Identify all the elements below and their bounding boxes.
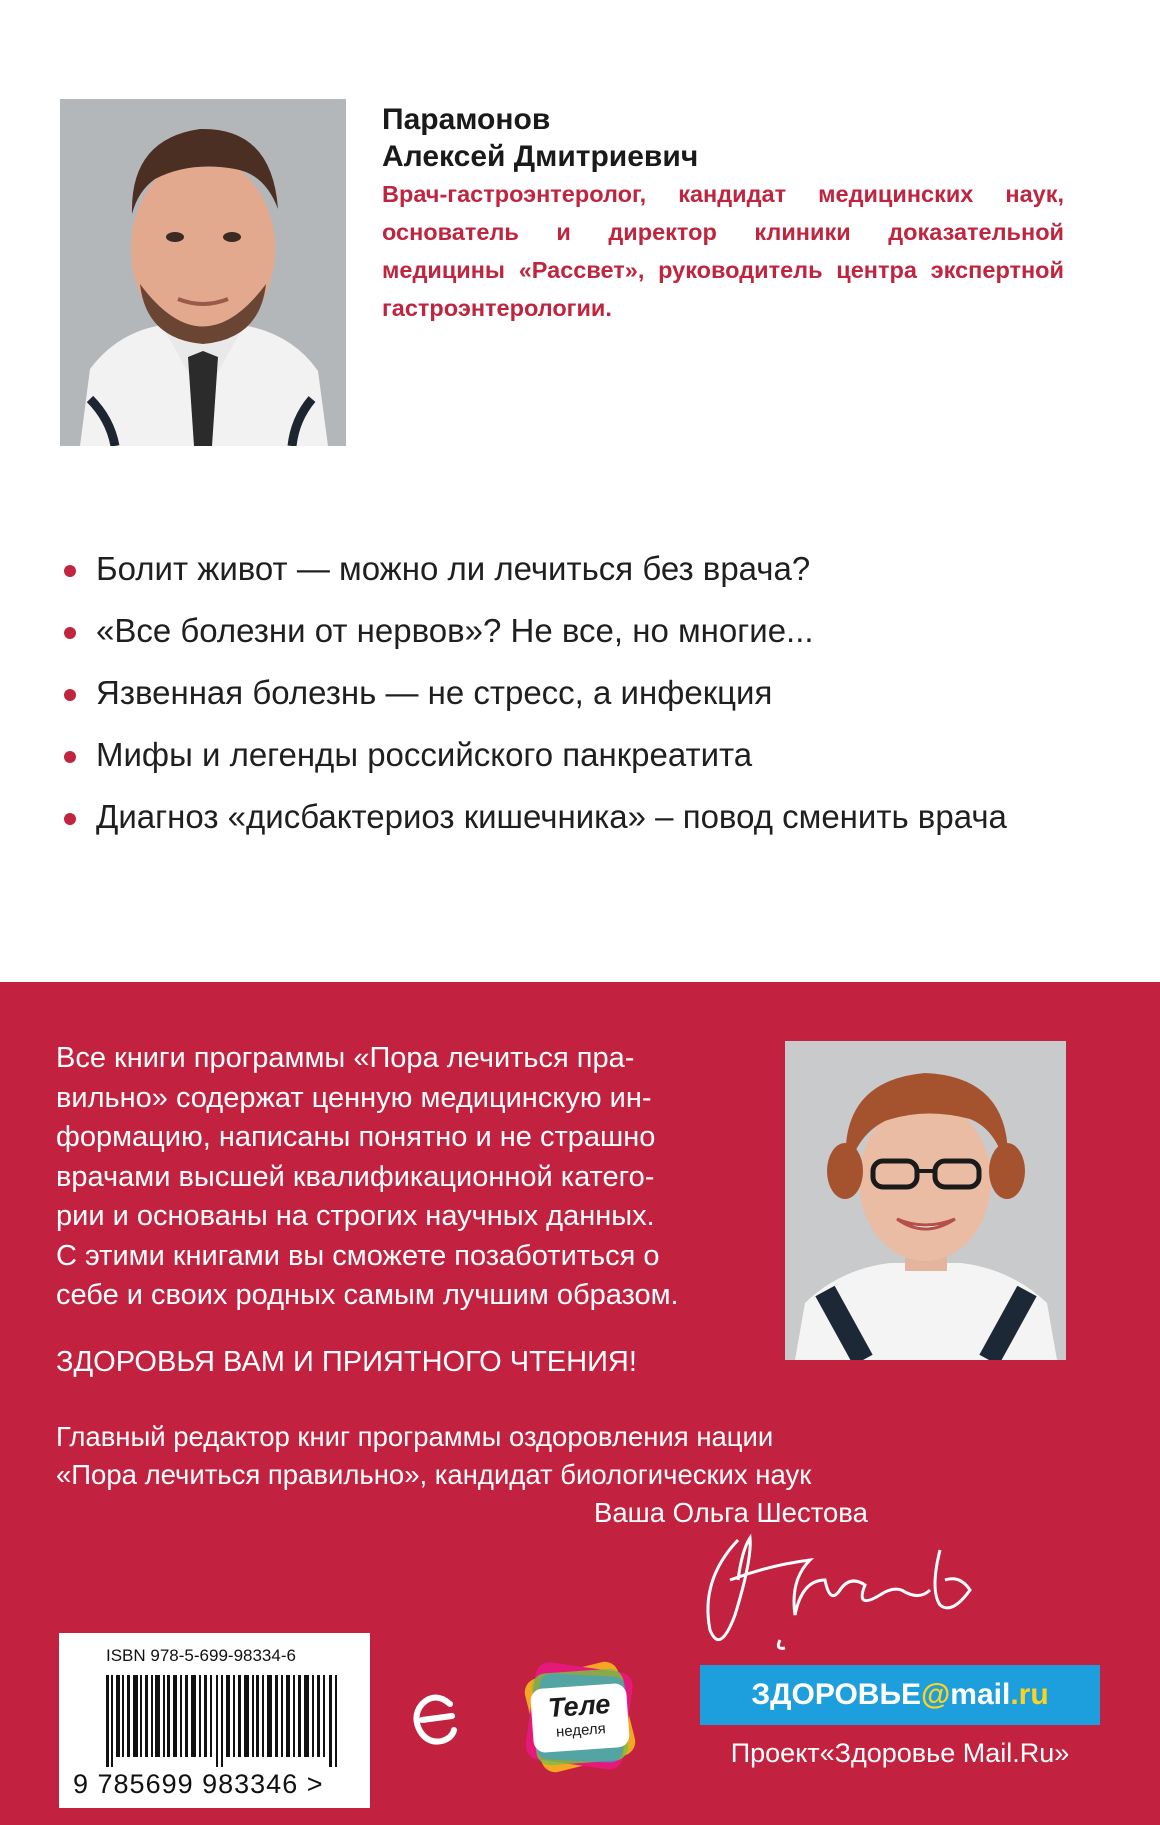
mail-logo-at: @ [921, 1678, 951, 1711]
barcode-digits: 9 785699 983346 > [73, 1769, 324, 1799]
bullet-icon [64, 627, 76, 639]
editor-photo [785, 1041, 1066, 1360]
bullet-icon [64, 751, 76, 763]
tele-subtitle: неделя [555, 1720, 607, 1741]
project-caption: Проект«Здоровье Mail.Ru» [730, 1738, 1070, 1768]
paragraph-line: вильно» содержат ценную медицинскую ин- [56, 1081, 652, 1114]
author-photo [60, 99, 346, 446]
isbn-number: ISBN 978-5-699-98334-6 [106, 1646, 296, 1665]
barcode [59, 1633, 370, 1808]
topics-list [60, 538, 1100, 848]
mail-logo-left: ЗДОРОВЬЕ [751, 1678, 922, 1711]
eksmo-logo-icon [410, 1686, 460, 1756]
author-surname: Парамонов [382, 103, 551, 136]
topic-text: Мифы и легенды российского панкреатита [96, 736, 753, 773]
signature-name: Ваша Ольга Шестова [594, 1497, 868, 1528]
paragraph-line: Все книги программы «Пора лечиться пра- [56, 1042, 635, 1074]
zdorovye-mailru-logo [700, 1665, 1100, 1725]
topic-text: Болит живот — можно ли лечиться без врача? [96, 550, 811, 587]
tele-title: Теле [547, 1688, 612, 1724]
list-item [60, 538, 1100, 600]
editor-signature [690, 1520, 1010, 1660]
list-item [60, 600, 1100, 662]
greeting: ЗДОРОВЬЯ ВАМ И ПРИЯТНОГО ЧТЕНИЯ! [56, 1346, 637, 1378]
bullet-icon [64, 813, 76, 825]
author-given-names: Алексей Дмитриевич [382, 140, 699, 173]
list-item [60, 724, 1100, 786]
editor-portrait-drawing [785, 1041, 1066, 1360]
tele-nedelya-label [530, 1683, 630, 1754]
paragraph-line: себе и своих родных самым лучшим образом. [56, 1279, 679, 1311]
barcode-bars-icon [106, 1675, 346, 1767]
list-item [60, 786, 1100, 848]
topic-text: Диагноз «дисбактериоз кишечника» – повод сменить врача [96, 798, 1007, 835]
topic-text: Язвенная болезнь — не стресс, а инфекция [96, 674, 773, 711]
author-name [382, 101, 1082, 175]
bullet-icon [64, 689, 76, 701]
paragraph-line: врачами высшей квалификационной катего- [56, 1160, 655, 1193]
editor-credits [56, 1418, 868, 1532]
paragraph-line: формацию, написаны понятно и не страшно [56, 1121, 656, 1153]
author-portrait-drawing [60, 99, 346, 446]
credit-line: «Пора лечиться правильно», кандидат биологических наук [56, 1459, 812, 1490]
list-item [60, 662, 1100, 724]
credit-line: Главный редактор книг программы оздоровления нации [56, 1421, 774, 1452]
bullet-icon [64, 565, 76, 577]
mail-logo-domain: mail [950, 1678, 1011, 1711]
mail-logo-tld: ru [1018, 1678, 1049, 1711]
topic-text: «Все болезни от нервов»? Не все, но многие... [96, 612, 814, 649]
editor-paragraph [56, 1039, 746, 1316]
mail-logo-dot: . [1010, 1678, 1019, 1711]
paragraph-line: рии и основаны на строгих научных данных. [56, 1200, 655, 1232]
author-bio: Врач-гастроэнтеролог, кандидат медицинских наук, основатель и директор клиники доказательной медицины «Рассвет», руководитель центра экспертной гастроэнтерологии. [382, 181, 1064, 321]
paragraph-line: С этими книгами вы сможете позаботиться о [56, 1239, 660, 1272]
